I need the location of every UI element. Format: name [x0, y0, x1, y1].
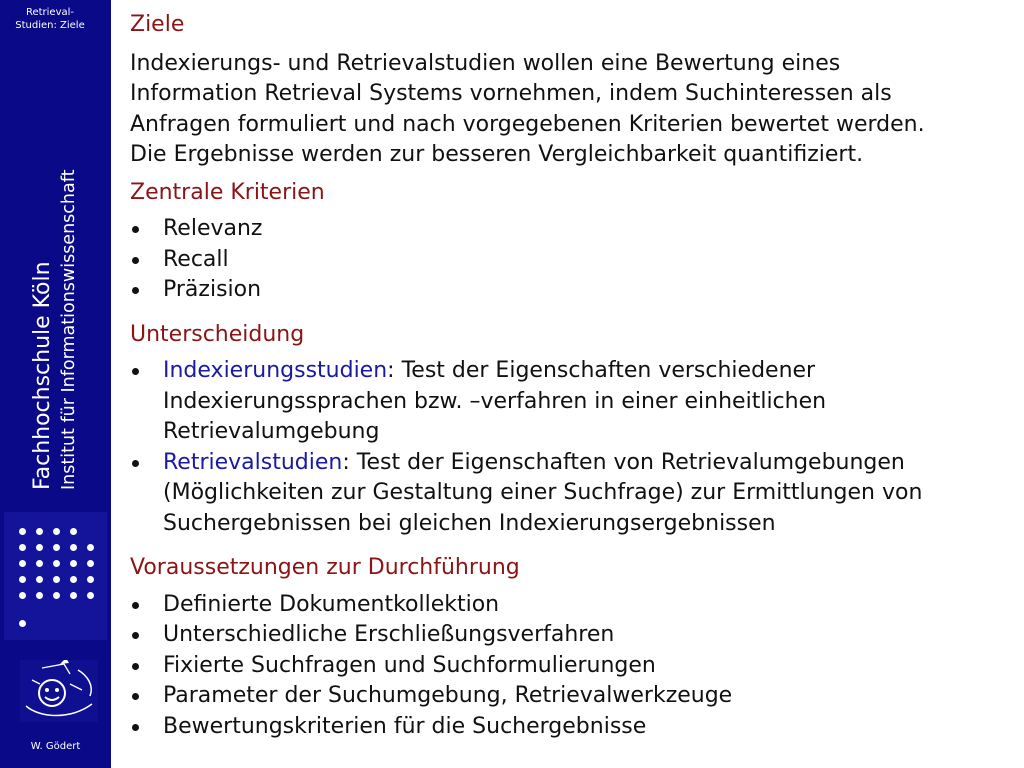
dot	[70, 544, 77, 551]
list-item	[130, 214, 1010, 245]
dot	[87, 560, 94, 567]
ziele-line: Information Retrieval Systems vornehmen, indem Suchinteressen als	[130, 81, 892, 106]
list-item	[130, 712, 1010, 743]
dot	[53, 560, 60, 567]
bullet-icon	[132, 602, 139, 609]
dot	[19, 544, 26, 551]
list-item-text: Parameter der Suchumgebung, Retrievalwerkzeuge	[163, 683, 733, 708]
list-item-text: Präzision	[163, 277, 262, 302]
logo-box	[20, 660, 98, 722]
term-indexierungsstudien: Indexierungsstudien	[163, 358, 388, 383]
list-item-line: Indexierungssprachen bzw. –verfahren in einer einheitlichen	[163, 388, 827, 414]
bullet-icon	[132, 724, 139, 731]
bullet-icon	[132, 287, 139, 294]
bullet-icon	[132, 632, 139, 639]
voraussetzungen-list	[130, 590, 1010, 743]
dot-pattern-panel	[4, 512, 107, 640]
list-item-text: Bewertungskriterien für die Suchergebnisse	[163, 713, 647, 739]
bullet-icon	[132, 257, 139, 264]
author-name: W. Gödert	[30, 741, 81, 752]
dot	[53, 576, 60, 583]
dot	[19, 528, 26, 535]
dot	[70, 560, 77, 567]
dot	[36, 528, 43, 535]
list-item-line	[163, 448, 1010, 479]
list-item-text: Relevanz	[163, 216, 263, 241]
dot	[53, 528, 60, 535]
list-item	[130, 590, 1010, 621]
dot	[36, 576, 43, 583]
list-item-line: Suchergebnissen bei gleichen Indexierungsergebnissen	[163, 510, 776, 536]
list-item-text: Definierte Dokumentkollektion	[163, 591, 500, 617]
heading-zentrale-kriterien: Zentrale Kriterien	[130, 179, 325, 205]
dot	[70, 528, 77, 535]
dot	[87, 544, 94, 551]
unterscheidung-list	[130, 356, 1010, 539]
list-item	[130, 245, 1010, 276]
dot	[36, 544, 43, 551]
sidebar	[0, 0, 111, 768]
list-item	[130, 651, 1010, 682]
institute-name: Institut für Informationswissenschaft	[59, 169, 79, 490]
dot	[70, 592, 77, 599]
dot	[53, 544, 60, 551]
list-item-line	[163, 356, 1010, 387]
bullet-icon	[132, 368, 139, 375]
ziele-line: Indexierungs- und Retrievalstudien wollen eine Bewertung eines	[130, 50, 841, 76]
school-name: Fachhochschule Köln	[30, 261, 55, 490]
list-item-text: Recall	[163, 246, 229, 272]
heading-unterscheidung: Unterscheidung	[130, 321, 305, 347]
dot	[36, 592, 43, 599]
institution-label	[28, 100, 80, 490]
term-retrievalstudien: Retrievalstudien	[163, 449, 343, 475]
list-item-text: Unterschiedliche Erschließungsverfahren	[163, 622, 615, 647]
list-item	[130, 681, 1010, 712]
ziele-line: Die Ergebnisse werden zur besseren Vergleichbarkeit quantifiziert.	[130, 142, 864, 167]
bullet-icon	[132, 460, 139, 467]
ziele-line: Anfragen formuliert und nach vorgegebenen Kriterien bewertet werden.	[130, 111, 925, 137]
bullet-icon	[132, 226, 139, 233]
list-item-line: Retrievalumgebung	[163, 419, 380, 444]
list-item-line: (Möglichkeiten zur Gestaltung einer Suchfrage) zur Ermittlungen von	[163, 480, 923, 505]
kriterien-list	[130, 214, 1010, 306]
slide-content	[130, 10, 1010, 742]
list-item-text: : Test der Eigenschaften von Retrievalumgebungen	[342, 449, 905, 475]
slide-topic	[0, 6, 100, 32]
dot	[87, 592, 94, 599]
dot	[36, 560, 43, 567]
list-item-text: : Test der Eigenschaften verschiedener	[387, 358, 816, 383]
slide-topic-line2: Studien: Ziele	[15, 20, 85, 31]
dot	[19, 560, 26, 567]
heading-ziele: Ziele	[130, 12, 185, 37]
ziele-paragraph	[130, 49, 1010, 171]
dot	[19, 576, 26, 583]
bullet-icon	[132, 693, 139, 700]
bullet-icon	[132, 663, 139, 670]
dot	[19, 620, 26, 627]
smiley-logo-icon	[20, 660, 98, 722]
heading-voraussetzungen: Voraussetzungen zur Durchführung	[130, 555, 520, 580]
list-item-text: Fixierte Suchfragen und Suchformulierungen	[163, 652, 656, 678]
dot	[87, 576, 94, 583]
list-item	[130, 356, 1010, 448]
dot	[19, 592, 26, 599]
slide-topic-line1: Retrieval-	[25, 7, 75, 18]
list-item	[130, 620, 1010, 651]
list-item	[130, 448, 1010, 540]
dot	[70, 576, 77, 583]
list-item	[130, 275, 1010, 306]
dot	[53, 592, 60, 599]
